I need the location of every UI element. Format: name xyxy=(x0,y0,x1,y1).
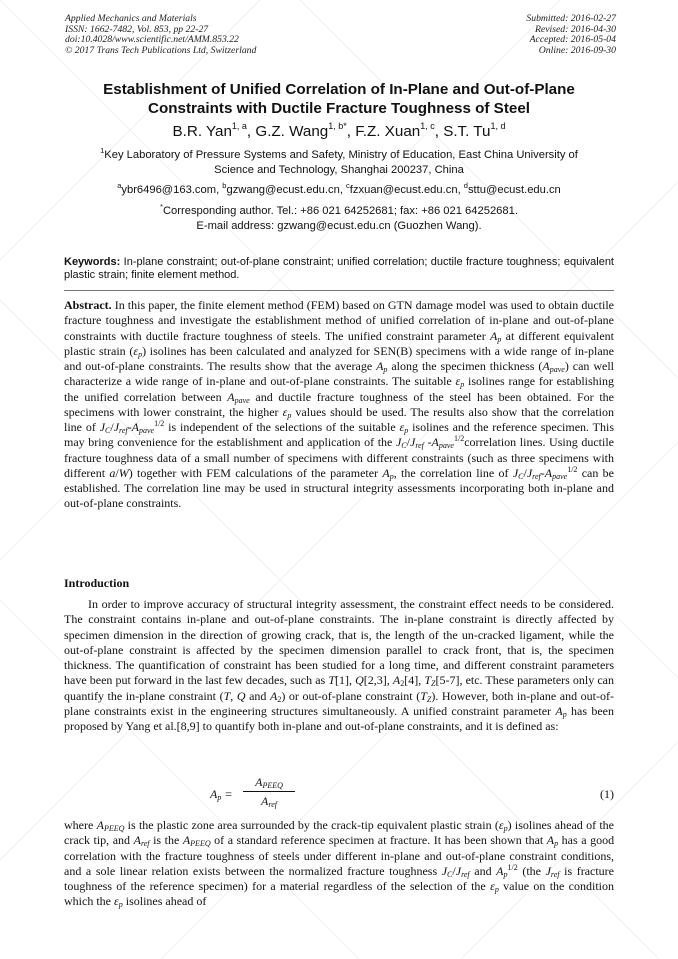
intro-text: has a good correlation with the fracture toughness of steels under different in-plane and out-of-plane constraint conditions, and a sole linear relation exists between the normalized fracture toughness xyxy=(64,833,615,878)
corresponding-line-1: Corresponding author. Tel.: +86 021 64252681; fax: +86 021 64252681. xyxy=(162,205,518,217)
equation-fraction: $A_{PEEQ}$ $A_{ref}$ xyxy=(243,775,295,808)
journal-name: Applied Mechanics and Materials xyxy=(65,13,197,24)
introduction-paragraph-2: where $A_{PEEQ}$ is the plastic zone area surrounded by the crack-tip equivalent plastic strain $(\varepsilon_p)$ isolines ahead of the crack tip, and $A_{ref}$ is the $A_{PEEQ}$ of a standard reference specimen at fracture. It has been shown that $A_p$ has a good correlation with the fracture toughness of steels under different in-plane and out-of-plane constraint conditions, and a sole linear relation exists between the normalized fracture toughness $J_C/J_{ref}$ and $A_p^{1/2}$ (the $J_{ref}$ is fracture toughness of the reference specimen) for a material regardless of the selection of the $\varepsilon_p$ value on the condition which the $\varepsilon_p$ isolines ahead of xyxy=(64,818,615,910)
abstract-text: isolines range for establishing the unified correlation between xyxy=(64,374,615,404)
affil-mark: 1 xyxy=(100,146,105,155)
journal-header xyxy=(65,14,256,56)
equation-1 xyxy=(210,775,614,813)
abstract-text: and ductile fracture toughness of the steel has been obtained. For the specimens with lower constraint, the higher xyxy=(64,389,614,419)
author-name: F.Z. Xuan xyxy=(355,123,421,140)
intro-text: (the xyxy=(522,863,541,878)
email-address[interactable]: gzwang@ecust.edu.cn xyxy=(226,184,340,196)
keywords-text: In-plane constraint; out-of-plane constraint; unified correlation; ductile fracture toughness; equivalent plastic strain; finite element method. xyxy=(64,256,614,282)
section-heading-introduction: Introduction xyxy=(64,576,130,590)
abstract-text: , the correlation line of xyxy=(393,465,509,480)
date-submitted: Submitted: 2016-02-27 xyxy=(526,13,616,24)
keywords xyxy=(64,256,614,283)
intro-text: ) isolines ahead of the crack tip, and xyxy=(64,818,614,848)
email-address[interactable]: sttu@ecust.edu.cn xyxy=(467,184,561,196)
intro-text: has been proposed by Yang et al.[8,9] to quantify both in-plane and out-of-plane constraints, and it is defined as: xyxy=(64,703,614,733)
abstract-text: ) isolines has been calculated and analyzed for SEN(B) specimens with a wide range of in-plane and out-of-plane constraints. The results show that the average xyxy=(64,343,614,373)
intro-text: ) or out-of-plane constraint ( xyxy=(281,688,421,703)
email-address[interactable]: fzxuan@ecust.edu.cn xyxy=(349,184,458,196)
keywords-label: Keywords: xyxy=(64,256,121,268)
intro-text: value on the condition which the xyxy=(64,879,615,909)
intro-text: where xyxy=(64,818,94,832)
intro-text: , etc. These parameters only can quantify the in-plane constraint ( xyxy=(64,673,615,703)
paper-title xyxy=(60,80,618,118)
abstract-text: isolines and the reference specimen. This may bring convenience for the establishment and application of the xyxy=(64,420,615,450)
author-affil-mark: 1, b* xyxy=(328,121,347,131)
equation-number: (1) xyxy=(600,787,614,801)
email-mark: c xyxy=(346,181,350,190)
author-affil-mark: 1, c xyxy=(420,121,435,131)
email-mark: b xyxy=(222,181,227,190)
abstract-text: is independent of the selections of the suitable xyxy=(168,420,396,434)
email-list: $^a$ybr6496@163.com, $^b$gzwang@ecust.edu.cn, $^c$fzxuan@ecust.edu.cn, $^d$sttu@ecust.edu.cn xyxy=(117,181,561,196)
journal-doi: doi:10.4028/www.scientific.net/AMM.853.22 xyxy=(65,34,239,46)
affil-line-2: Science and Technology, Shanghai 200237, China xyxy=(214,163,464,176)
corresponding-line-2: E-mail address: gzwang@ecust.edu.cn (Guozhen Wang). xyxy=(196,219,482,232)
date-revised: Revised: 2016-04-30 xyxy=(535,23,616,35)
abstract-text: ) can well characterize a wide range of in-plane and out-of-plane constraints. The suitable xyxy=(64,359,615,389)
title-line-1: Establishment of Unified Correlation of In-Plane and Out-of-Plane xyxy=(103,81,575,98)
intro-text: and xyxy=(474,863,492,878)
abstract-text: values should be used. The results also show that the correlation line of xyxy=(64,404,615,434)
equation-lhs: $A_p$ = xyxy=(210,787,233,802)
intro-text: is fracture toughness of the reference specimen) for a material regardless of the selection of the xyxy=(64,863,615,893)
abstract-text: ) together with FEM calculations of the parameter xyxy=(128,465,379,480)
author-affil-mark: 1, a xyxy=(231,121,247,131)
intro-text: ). However, both in-plane and out-of-plane constraints exist in the engineering structures simultaneously. A unified constraint parameter xyxy=(64,688,615,718)
email-address[interactable]: ybr6496@163.com xyxy=(121,184,217,196)
intro-text: In order to improve accuracy of structural integrity assessment, the constraint effect needs to be considered. The constraint contains in-plane and out-of-plane constraints. The in-plane constraint is directly affected by specimen dimension in the direction of growing crack, that is, the length of the un-cracked ligament, while the out-of-plane constraint is affected by the specimen dimension parallel to crack front, that is, the specimen thickness. The quantification of constraint has been studied for a long time, and different constraint parameters have been put forward in the last few decades, such as xyxy=(64,597,614,688)
intro-text: is the plastic zone area surrounded by the crack-tip equivalent plastic strain ( xyxy=(127,818,499,832)
affil-line-1: Key Laboratory of Pressure Systems and Safety, Ministry of Education, East China University of xyxy=(104,149,578,161)
title-line-2: Constraints with Ductile Fracture Toughness of Steel xyxy=(148,100,530,117)
abstract-text: can be established. The correlation line may be used in structural integrity assessments incorporating both in-plane and out-of-plane constraints. xyxy=(64,465,615,511)
author-name: S.T. Tu xyxy=(443,123,491,140)
abstract-label: Abstract. xyxy=(64,298,112,312)
email-mark: d xyxy=(463,181,468,190)
abstract: Abstract. In this paper, the finite element method (FEM) based on GTN damage model was used to obtain ductile fracture toughness and investigate the establishment method of unified correlation of in-plane and out-of-plane constraints with ductile fracture toughness of steels. The unified constraint parameter $A_p$ at different equivalent plastic strain $(\varepsilon_p)$ isolines has been calculated and analyzed for SEN(B) specimens with a wide range of in-plane and out-of-plane constraints. The results show that the average $A_p$ along the specimen thickness $(A_{pave})$ can well characterize a wide range of in-plane and out-of-plane constraints. The suitable $\varepsilon_p$ isolines range for establishing the unified correlation between $A_{pave}$ and ductile fracture toughness of the steel has been obtained. For the specimens with lower constraint, the higher $\varepsilon_p$ values should be used. The results also show that the correlation line of $J_C/J_{ref}-A_{pave}^{1/2}$ is independent of the selections of the suitable $\varepsilon_p$ isolines and the reference specimen. This may bring convenience for the establishment and application of the $J_C/J_{ref}$ $-A_{pave}^{1/2}correlation$ lines. Using ductile fracture toughness data of a small number of specimens with different constraints (such as three specimens with different a/W) together with FEM calculations of the parameter $A_p$, the correlation line of $J_C/J_{ref}-A_{pave}^{1/2}$ can be established. The correlation line may be used in structural integrity assessments incorporating both in-plane and out-of-plane constraints. xyxy=(64,298,615,511)
author-affil-mark: 1, d xyxy=(490,121,506,131)
corresponding-mark: * xyxy=(160,202,163,211)
intro-text: isolines ahead of xyxy=(125,894,207,909)
date-online: Online: 2016-09-30 xyxy=(538,44,616,56)
abstract-text: correlation lines. Using ductile fracture toughness data of a small number of specimens with different constraints (such as three specimens with different xyxy=(64,435,614,480)
abstract-text: In this paper, the finite element method (FEM) based on GTN damage model was used to obtain ductile fracture toughness and investigate the establishment method of unified correlation of in-plane and out-of-plane constraints with ductile fracture toughness of steels. The unified constraint parameter xyxy=(64,298,615,343)
corresponding-author xyxy=(62,204,616,233)
dates-header xyxy=(526,14,616,56)
date-accepted: Accepted: 2016-05-04 xyxy=(529,34,616,46)
author-list: B.R. Yan$^{1, a}$, G.Z. Wang$^{1, b*}$, F.Z. Xuan$^{1, c}$, S.T. Tu$^{1, d}$ xyxy=(172,121,506,140)
intro-text: of a standard reference specimen at fracture. It has been shown that xyxy=(214,833,544,848)
section-divider xyxy=(64,290,614,291)
author-name: G.Z. Wang xyxy=(255,123,329,140)
email-mark: a xyxy=(117,181,122,190)
intro-text: is the xyxy=(153,833,180,848)
journal-issn: ISSN: 1662-7482, Vol. 853, pp 22-27 xyxy=(65,23,209,35)
journal-copyright: © 2017 Trans Tech Publications Ltd, Switzerland xyxy=(65,44,257,56)
introduction-paragraph: In order to improve accuracy of structural integrity assessment, the constraint effect needs to be considered. The constraint contains in-plane and out-of-plane constraints. The in-plane constraint is directly affected by specimen dimension in the direction of growing crack, that is, the length of the un-cracked ligament, while the out-of-plane constraint is affected by the specimen dimension parallel to crack front, that is, the specimen thickness. The quantification of constraint has been studied for a long time, and different constraint parameters have been put forward in the last few decades, such as T[1], Q[2,3], $A_2[4]$, $T_Z[5-7]$, etc. These parameters only can quantify the in-plane constraint (T, Q and $A_2$) or out-of-plane constraint $(T_Z)$. However, both in-plane and out-of-plane constraints exist in the engineering structures simultaneously. A unified constraint parameter $A_p$ has been proposed by Yang et al.[8,9] to quantify both in-plane and out-of-plane constraints, and it is defined as: xyxy=(64,597,615,733)
abstract-text: at different equivalent plastic strain ( xyxy=(64,328,615,358)
affiliation xyxy=(62,148,616,177)
abstract-text: along the specimen thickness ( xyxy=(391,359,543,373)
author-name: B.R. Yan xyxy=(172,123,232,140)
